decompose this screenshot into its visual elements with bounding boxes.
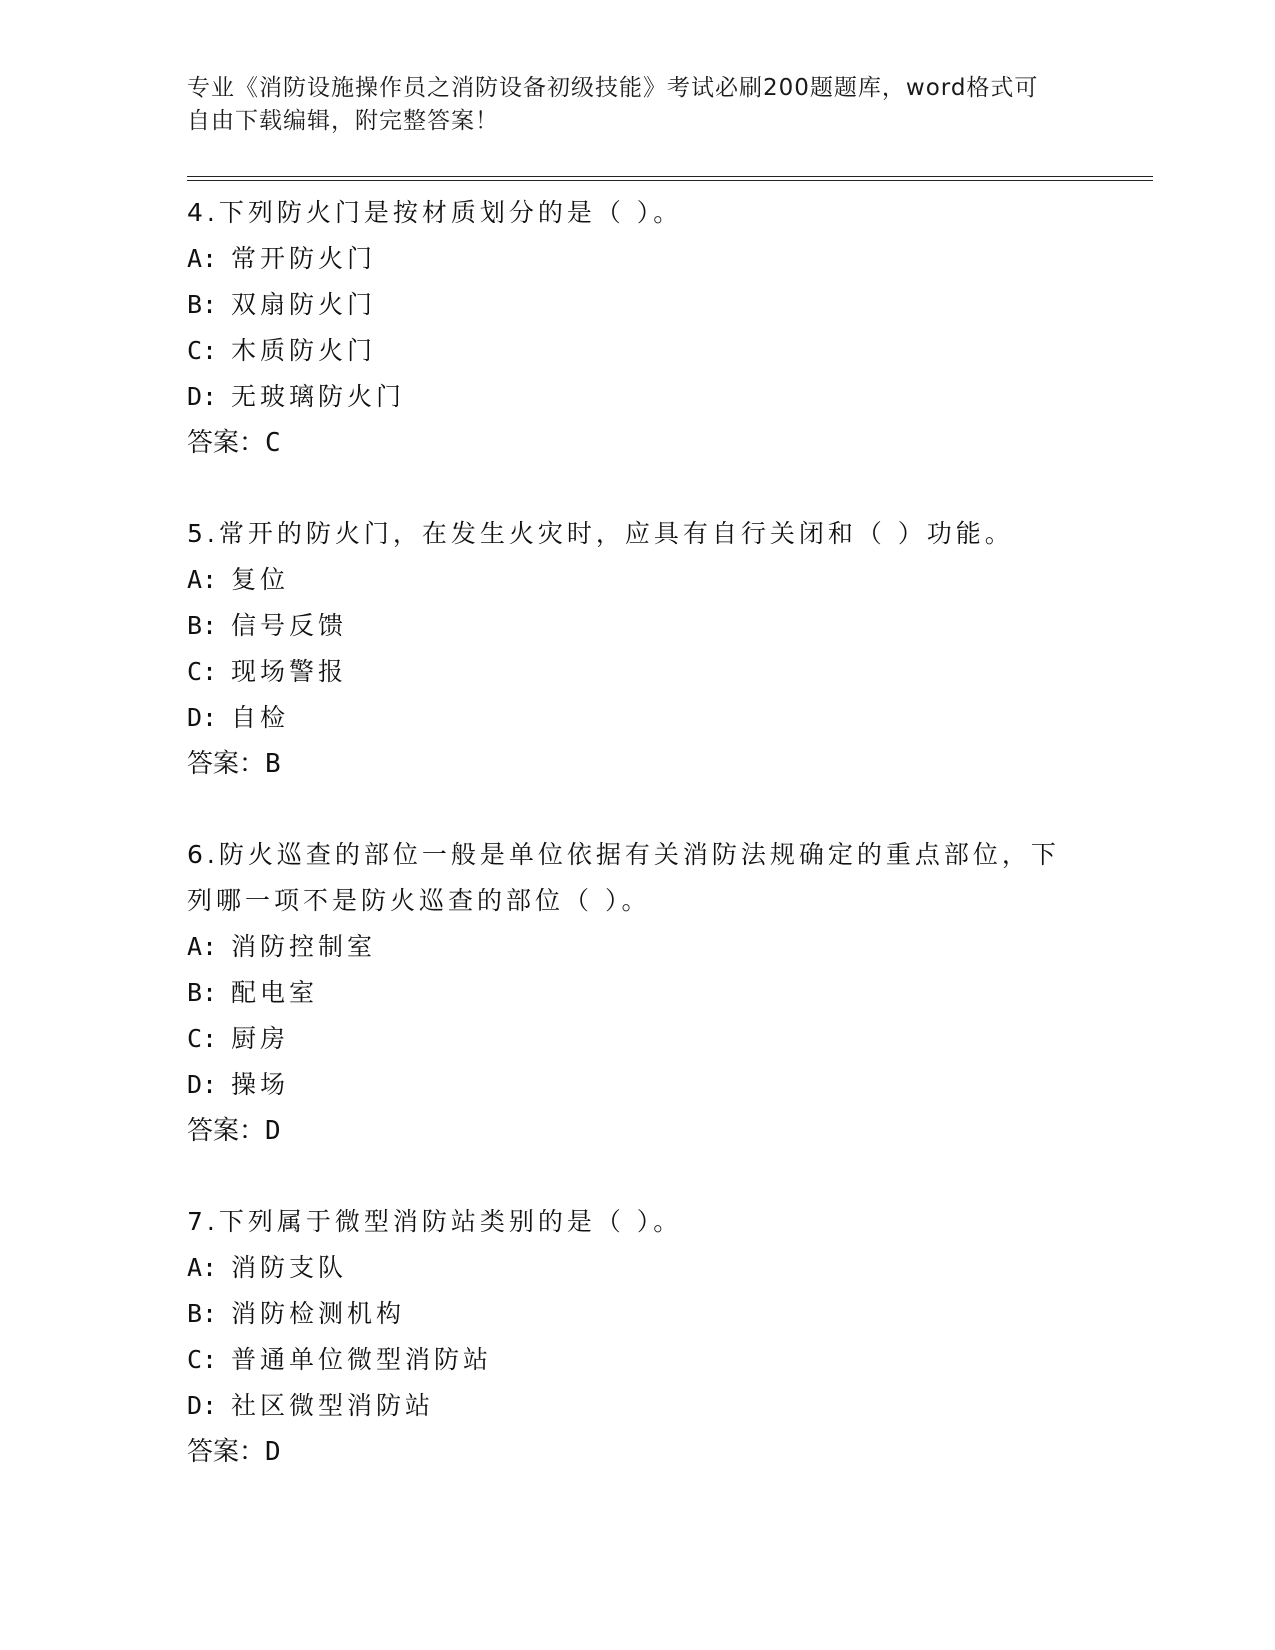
answer-value: C — [265, 428, 281, 458]
answer-label: 答案： — [187, 1116, 266, 1146]
question-stem: 7.下列属于微型消防站类别的是（ ）。 — [187, 1207, 683, 1236]
header-divider — [187, 176, 1153, 181]
header-line-2: 自由下载编辑，附完整答案！ — [187, 108, 499, 134]
option-key: A: — [187, 932, 218, 961]
option-text: 消防控制室 — [231, 932, 377, 961]
option-key: D: — [187, 1070, 218, 1099]
option-text: 无玻璃防火门 — [231, 382, 406, 411]
option-key: C: — [187, 657, 218, 686]
option-key: C: — [187, 1024, 218, 1053]
option-c — [187, 1337, 1153, 1383]
option-key: C: — [187, 336, 218, 365]
document-header — [187, 72, 1087, 138]
answer-line — [187, 741, 1153, 787]
option-d — [187, 1062, 1153, 1108]
answer-value: D — [265, 1437, 281, 1467]
option-text: 厨房 — [231, 1024, 290, 1053]
header-line-1: 专业《消防设施操作员之消防设备初级技能》考试必刷200题题库，word格式可 — [187, 75, 1039, 101]
option-key: D: — [187, 1391, 218, 1420]
option-d — [187, 695, 1153, 741]
option-c — [187, 328, 1153, 374]
question-item — [187, 511, 1153, 787]
answer-label: 答案： — [187, 1437, 266, 1467]
option-a — [187, 557, 1153, 603]
option-key: B: — [187, 978, 218, 1007]
option-c — [187, 1016, 1153, 1062]
option-b — [187, 970, 1153, 1016]
option-text: 双扇防火门 — [231, 290, 377, 319]
answer-value: D — [265, 1116, 281, 1146]
question-stem: 4.下列防火门是按材质划分的是（ ）。 — [187, 198, 683, 227]
option-key: A: — [187, 565, 218, 594]
question-stem: 6.防火巡查的部位一般是单位依据有关消防法规确定的重点部位，下 — [187, 840, 1060, 869]
option-text: 常开防火门 — [231, 244, 377, 273]
answer-line — [187, 1108, 1153, 1154]
option-d — [187, 374, 1153, 420]
option-text: 操场 — [231, 1070, 290, 1099]
answer-label: 答案： — [187, 428, 266, 458]
option-key: B: — [187, 1299, 218, 1328]
option-b — [187, 603, 1153, 649]
question-item — [187, 1199, 1153, 1475]
option-key: B: — [187, 611, 218, 640]
question-stem-continued: 列哪一项不是防火巡查的部位（ ）。 — [187, 886, 651, 915]
option-text: 消防检测机构 — [231, 1299, 406, 1328]
option-text: 信号反馈 — [231, 611, 348, 640]
question-item — [187, 190, 1153, 466]
option-text: 木质防火门 — [231, 336, 377, 365]
option-b — [187, 282, 1153, 328]
option-key: D: — [187, 382, 218, 411]
option-a — [187, 236, 1153, 282]
option-b — [187, 1291, 1153, 1337]
option-key: C: — [187, 1345, 218, 1374]
option-text: 普通单位微型消防站 — [231, 1345, 493, 1374]
option-key: A: — [187, 244, 218, 273]
question-item — [187, 832, 1153, 1154]
option-key: B: — [187, 290, 218, 319]
answer-label: 答案： — [187, 749, 266, 779]
answer-line — [187, 1429, 1153, 1475]
answer-line — [187, 420, 1153, 466]
option-text: 自检 — [231, 703, 290, 732]
option-text: 复位 — [231, 565, 290, 594]
option-text: 配电室 — [231, 978, 319, 1007]
option-a — [187, 1245, 1153, 1291]
option-text: 社区微型消防站 — [231, 1391, 435, 1420]
question-list — [187, 190, 1153, 1520]
option-d — [187, 1383, 1153, 1429]
question-stem: 5.常开的防火门，在发生火灾时，应具有自行关闭和（ ）功能。 — [187, 519, 1014, 548]
option-text: 现场警报 — [231, 657, 348, 686]
answer-value: B — [265, 749, 281, 779]
option-key: A: — [187, 1253, 218, 1282]
option-key: D: — [187, 703, 218, 732]
option-a — [187, 924, 1153, 970]
option-c — [187, 649, 1153, 695]
option-text: 消防支队 — [231, 1253, 348, 1282]
